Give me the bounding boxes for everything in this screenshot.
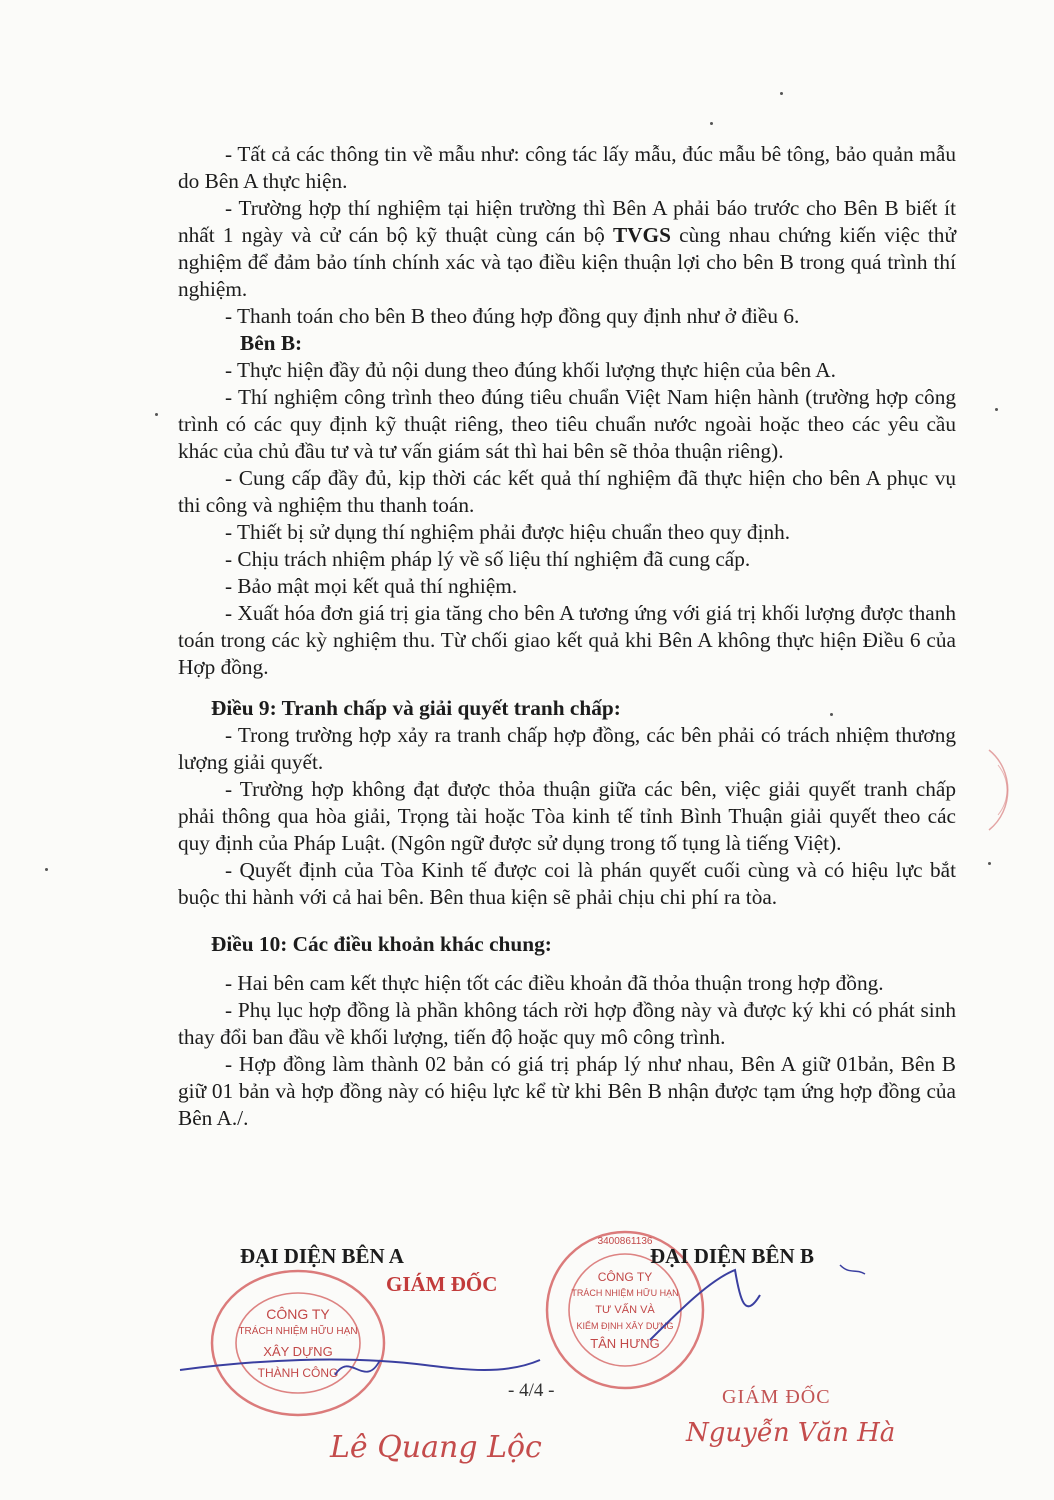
contract-body — [178, 141, 956, 1132]
article-10-title: Điều 10: Các điều khoản khác chung: — [211, 932, 552, 956]
paragraph-field-test-part2: cùng nhau chứng kiến việc thử nghiệm để đảm bảo tính chính xác và tạo điều kiện thuận lợi cho bên B trong quá trình thí nghiệm. — [178, 223, 956, 301]
party-b-signature-icon — [640, 1260, 880, 1350]
party-b-stamp-number: 3400861136 — [597, 1236, 653, 1247]
paragraph-payment: - Thanh toán cho bên B theo đúng hợp đồng quy định như ở điều 6. — [225, 304, 800, 328]
party-b-item: - Chịu trách nhiệm pháp lý về số liệu thí nghiệm đã cung cấp. — [225, 547, 751, 571]
edge-seal-icon — [984, 745, 1024, 835]
scan-speck — [780, 92, 783, 95]
party-a-role: GIÁM ĐỐC — [386, 1272, 498, 1296]
scan-speck — [988, 862, 991, 865]
party-a-title: ĐẠI DIỆN BÊN A — [240, 1244, 404, 1268]
party-b-heading: Bên B: — [240, 331, 303, 355]
scan-speck — [155, 413, 158, 416]
party-b-stamp-line: TƯ VẤN VÀ — [595, 1304, 655, 1316]
party-b-item: - Cung cấp đầy đủ, kịp thời các kết quả thí nghiệm đã thực hiện cho bên A phục vụ thi công và nghiệm thu thanh toán. — [178, 466, 956, 517]
article-10-item: - Phụ lục hợp đồng là phần không tách rời hợp đồng này và được ký khi có phát sinh thay đổi ban đầu về khối lượng, tiến độ hoặc quy mô công trình. — [178, 998, 956, 1049]
paragraph-sample-info: - Tất cả các thông tin về mẫu như: công tác lấy mẫu, đúc mẫu bê tông, bảo quản mẫu do Bên A thực hiện. — [178, 142, 956, 193]
scan-speck — [710, 122, 713, 125]
party-b-item: - Xuất hóa đơn giá trị gia tăng cho bên A tương ứng với giá trị khối lượng được thanh toán trong các kỳ nghiệm thu. Từ chối giao kết quả khi Bên A không thực hiện Điều 6 của Hợp đồng. — [178, 601, 956, 679]
paragraph-field-test — [178, 195, 956, 303]
article-9-item: - Quyết định của Tòa Kinh tế được coi là phán quyết cuối cùng và có hiệu lực bắt buộc thi hành với cả hai bên. Bên thua kiện sẽ phải chịu chi phí ra tòa. — [178, 858, 956, 909]
party-b-stamp-line: KIỂM ĐỊNH XÂY DỰNG — [576, 1321, 674, 1331]
party-a-stamp-line: CÔNG TY — [266, 1306, 330, 1322]
article-10-item: - Hợp đồng làm thành 02 bản có giá trị pháp lý như nhau, Bên A giữ 01bản, Bên B giữ 01 bản và hợp đồng này có hiệu lực kể từ khi Bên B nhận được tạm ứng hợp đồng của Bên A./. — [178, 1052, 956, 1130]
scan-speck — [995, 408, 998, 411]
article-9-title: Điều 9: Tranh chấp và giải quyết tranh chấp: — [211, 696, 621, 720]
party-b-item: - Bảo mật mọi kết quả thí nghiệm. — [225, 574, 518, 598]
party-b-title: ĐẠI DIỆN BÊN B — [650, 1244, 814, 1268]
scan-speck — [830, 713, 833, 716]
tvgs-term: TVGS — [612, 223, 671, 247]
party-a-stamp-line: TRÁCH NHIỆM HỮU HẠN — [238, 1326, 358, 1337]
party-b-item: - Thực hiện đầy đủ nội dung theo đúng khối lượng thực hiện của bên A. — [225, 358, 836, 382]
party-a-name: Lê Quang Lộc — [330, 1430, 542, 1465]
party-b-stamp-line: TRÁCH NHIỆM HỮU HẠN — [571, 1288, 679, 1298]
party-a-signature-icon — [175, 1330, 545, 1400]
party-b-stamp-line: TÂN HƯNG — [590, 1336, 660, 1351]
scan-speck — [45, 868, 48, 871]
party-a-stamp-line: THÀNH CÔNG — [257, 1366, 339, 1380]
party-b-item: - Thiết bị sử dụng thí nghiệm phải được hiệu chuẩn theo quy định. — [225, 520, 791, 544]
page-number: - 4/4 - — [508, 1380, 555, 1401]
paragraph-field-test-part1: - Trường hợp thí nghiệm tại hiện trường thì Bên A phải báo trước cho Bên B biết ít nhất 1 ngày và cử cán bộ kỹ thuật cùng cán bộ — [178, 196, 956, 247]
article-9-item: - Trường hợp không đạt được thỏa thuận giữa các bên, việc giải quyết tranh chấp phải thông qua hòa giải, Trọng tài hoặc Tòa kinh tế tỉnh Bình Thuận giải quyết theo các quy định của Pháp Luật. (Ngôn ngữ được sử dụng trong tố tụng là tiếng Việt). — [178, 777, 956, 855]
party-b-role: GIÁM ĐỐC — [722, 1386, 831, 1408]
article-9-item: - Trong trường hợp xảy ra tranh chấp hợp đồng, các bên phải có trách nhiệm thương lượng giải quyết. — [178, 723, 956, 774]
party-a-stamp-line: XÂY DỰNG — [263, 1344, 333, 1359]
party-b-stamp-line: CÔNG TY — [597, 1270, 653, 1284]
article-10-item: - Hai bên cam kết thực hiện tốt các điều khoản đã thỏa thuận trong hợp đồng. — [225, 971, 884, 995]
party-b-name: Nguyễn Văn Hà — [686, 1418, 896, 1448]
party-b-item: - Thí nghiệm công trình theo đúng tiêu chuẩn Việt Nam hiện hành (trường hợp công trình có các quy định kỹ thuật riêng, theo tiêu chuẩn nước ngoài hoặc theo các yêu cầu khác của chủ đầu tư và tư vấn giám sát thì hai bên sẽ thỏa thuận riêng). — [178, 385, 956, 463]
